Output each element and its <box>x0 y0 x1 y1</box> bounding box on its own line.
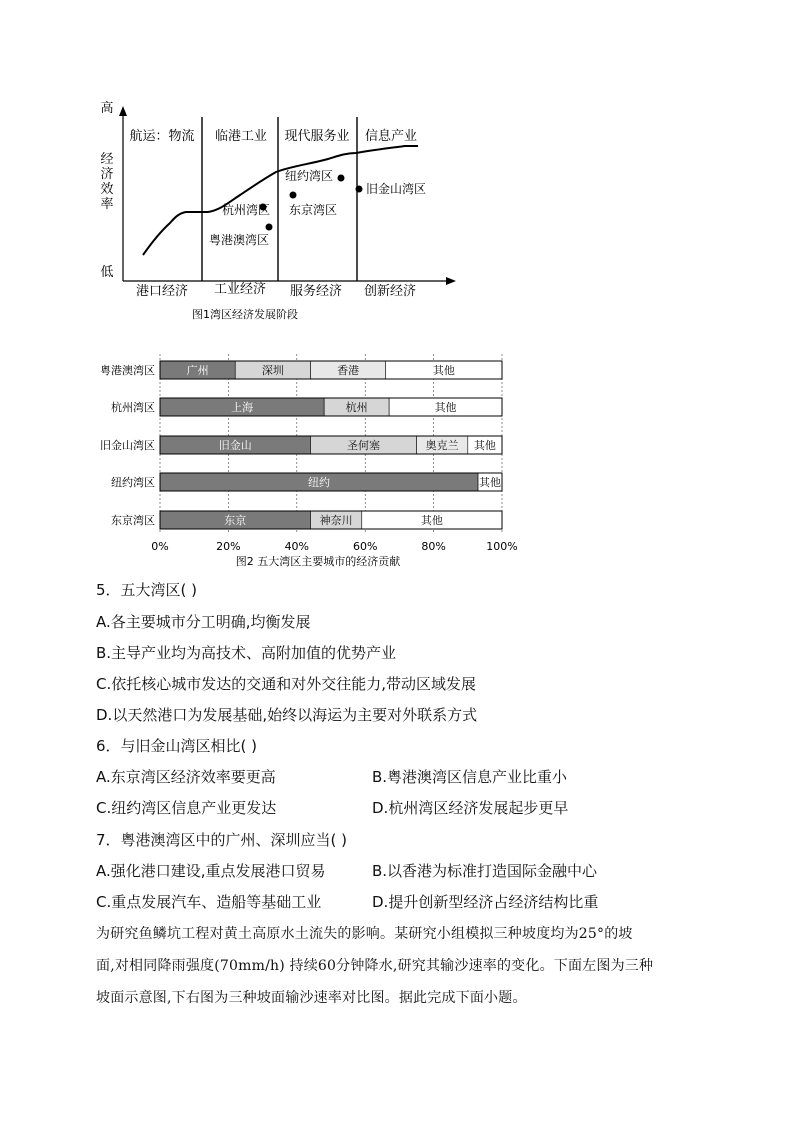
segment-label: 神奈川 <box>319 514 353 527</box>
x-tick-label: 80% <box>421 540 446 553</box>
segment-label: 旧金山 <box>218 439 252 452</box>
point-label: 粤港澳湾区 <box>209 233 270 247</box>
question-5-option-c: C.依托核心城市发达的交通和对外交往能力,带动区域发展 <box>96 675 477 693</box>
intro-line: 为研究鱼鳞坑工程对黄土高原水土流失的影响。某研究小组模拟三种坡度均为25°的坡 <box>96 926 633 942</box>
stage-top-label: 航运：物流 <box>129 129 195 144</box>
y-axis-label: 经济效率 <box>100 152 114 212</box>
stage-top-label: 现代服务业 <box>284 129 350 144</box>
x-tick-label: 20% <box>216 540 241 553</box>
segment-label: 深圳 <box>261 364 284 377</box>
question-7-option-a: A.强化港口建设,重点发展港口贸易 <box>96 862 326 880</box>
question-7-option-c: C.重点发展汽车、造船等基础工业 <box>96 893 322 911</box>
question-6-option-c: C.纽约湾区信息产业更发达 <box>96 799 277 817</box>
question-5-option-d: D.以天然港口为发展基础,始终以海运为主要对外联系方式 <box>96 706 478 724</box>
segment-label: 上海 <box>231 401 254 414</box>
intro-line: 面,对相同降雨强度(70mm/h) 持续60分钟降水,研究其输沙速率的变化。下面左图为三种 <box>96 958 654 974</box>
segment-label: 其他 <box>432 364 455 377</box>
x-tick-label: 100% <box>486 540 518 553</box>
x-tick-label: 40% <box>284 540 310 553</box>
question-5-option-a: A.各主要城市分工明确,均衡发展 <box>96 613 311 631</box>
stage-bottom-label: 工业经济 <box>213 282 267 297</box>
segment-label: 纽约 <box>308 476 331 489</box>
segment-label: 其他 <box>479 476 502 489</box>
segment-label: 杭州 <box>345 401 368 414</box>
y-low-label: 低 <box>100 265 114 280</box>
segment-label: 圣何塞 <box>346 439 380 452</box>
question-6-option-b: B.粤港澳湾区信息产业比重小 <box>372 768 568 786</box>
question-7-option-d: D.提升创新型经济占经济结构比重 <box>372 893 599 911</box>
segment-label: 香港 <box>337 364 360 377</box>
y-high-label: 高 <box>100 101 114 116</box>
point-label: 东京湾区 <box>289 203 338 217</box>
stage-bottom-label: 创新经济 <box>363 284 417 299</box>
category-label: 纽约湾区 <box>111 476 155 489</box>
question-6-stem: 6．与旧金山湾区相比( ) <box>96 737 258 755</box>
category-label: 粤港澳湾区 <box>100 364 155 377</box>
question-7-stem: 7．粤港澳湾区中的广州、深圳应当( ) <box>96 831 348 849</box>
category-label: 旧金山湾区 <box>100 439 155 452</box>
segment-label: 其他 <box>420 514 443 527</box>
segment-label: 其他 <box>434 401 457 414</box>
stage-top-label: 信息产业 <box>364 129 418 144</box>
figure2-caption: 图2 五大湾区主要城市的经济贡献 <box>235 555 401 568</box>
segment-label: 东京 <box>224 514 247 527</box>
figure1-caption: 图1湾区经济发展阶段 <box>192 308 298 321</box>
question-7-option-b: B.以香港为标准打造国际金融中心 <box>372 862 598 880</box>
segment-label: 奥克兰 <box>425 439 459 452</box>
segment-label: 其他 <box>473 439 496 452</box>
point-label: 杭州湾区 <box>222 203 271 217</box>
question-6-option-d: D.杭州湾区经济发展起步更早 <box>372 799 569 817</box>
stage-bottom-label: 港口经济 <box>135 284 189 299</box>
x-tick-label: 60% <box>352 540 378 553</box>
question-6-option-a: A.东京湾区经济效率要更高 <box>96 768 276 786</box>
question-5-stem: 5．五大湾区( ) <box>96 581 198 599</box>
stage-bottom-label: 服务经济 <box>289 284 343 299</box>
question-5-option-b: B.主导产业均为高技术、高附加值的优势产业 <box>96 644 397 662</box>
x-tick-label: 0% <box>151 540 169 553</box>
point-label: 旧金山湾区 <box>366 182 427 196</box>
category-label: 杭州湾区 <box>111 401 155 414</box>
intro-line: 坡面示意图,下右图为三种坡面输沙速率对比图。据此完成下面小题。 <box>96 990 527 1006</box>
category-label: 东京湾区 <box>111 514 155 527</box>
segment-label: 广州 <box>186 364 209 377</box>
stage-top-label: 临港工业 <box>214 129 268 144</box>
point-label: 纽约湾区 <box>285 169 334 183</box>
